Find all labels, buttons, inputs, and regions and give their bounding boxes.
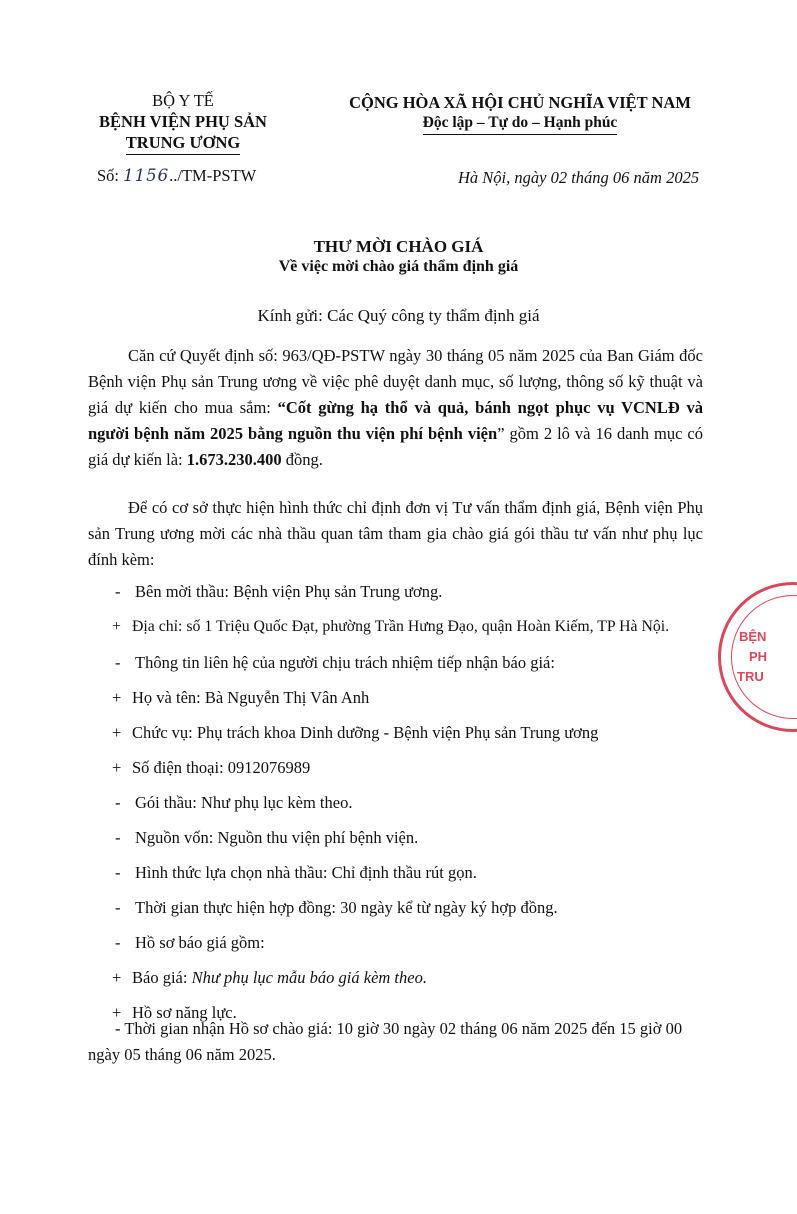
list-item bbox=[115, 653, 555, 673]
list-item-text: Thông tin liên hệ của người chịu trách nhiệm tiếp nhận báo giá: bbox=[135, 653, 555, 672]
list-item-text: Địa chỉ: số 1 Triệu Quốc Đạt, phường Trần Hưng Đạo, quận Hoàn Kiếm, TP Hà Nội. bbox=[132, 618, 670, 635]
paragraph-basis-part1: Căn cứ Quyết định số: 963/QĐ-PSTW ngày 30 tháng 05 năm 2025 của Ban Giám đốc Bệnh viện Phụ sản Trung ương về việc phê duyệt danh mục, số lượng, thông số kỹ thuật và giá dự kiến cho mua sắm: bbox=[88, 346, 703, 417]
recipient-greeting: Kính gửi: Các Quý công ty thẩm định giá bbox=[257, 306, 540, 325]
list-item-mark: - bbox=[115, 653, 121, 672]
list-item-text: Chức vụ: Phụ trách khoa Dinh dưỡng - Bệnh viện Phụ sản Trung ương bbox=[132, 723, 599, 742]
list-item-mark: + bbox=[112, 618, 121, 635]
list-item bbox=[112, 618, 669, 636]
list-item bbox=[112, 758, 310, 778]
list-item-text: Thời gian thực hiện hợp đồng: 30 ngày kể từ ngày ký hợp đồng. bbox=[135, 898, 558, 917]
list-item-text: Gói thầu: Như phụ lục kèm theo. bbox=[135, 793, 353, 812]
country-name: CỘNG HÒA XÃ HỘI CHỦ NGHĨA VIỆT NAM bbox=[349, 93, 691, 112]
document-date: Hà Nội, ngày 02 tháng 06 năm 2025 bbox=[458, 168, 700, 187]
list-item-text: Số điện thoại: 0912076989 bbox=[132, 758, 311, 777]
submission-time-mark: - bbox=[115, 1019, 121, 1038]
list-item-text: Nguồn vốn: Nguồn thu viện phí bệnh viện. bbox=[135, 828, 419, 847]
list-item bbox=[115, 863, 477, 883]
list-item bbox=[112, 723, 598, 743]
paragraph-basis bbox=[88, 343, 703, 473]
national-motto: Độc lập – Tự do – Hạnh phúc bbox=[423, 113, 618, 135]
procurement-name: “Cốt gừng hạ thổ và quả, bánh ngọt phục vụ VCNLĐ và người bệnh năm 2025 bằng nguồn thu viện phí bệnh viện bbox=[88, 398, 703, 443]
issuer-block bbox=[78, 90, 288, 155]
list-item bbox=[115, 828, 418, 848]
list-item-text: Họ và tên: Bà Nguyễn Thị Vân Anh bbox=[132, 688, 370, 707]
paragraph-invitation: Để có cơ sở thực hiện hình thức chỉ định đơn vị Tư vấn thẩm định giá, Bệnh viện Phụ sản Trung ương mời các nhà thầu quan tâm tham gia chào giá gói thầu tư vấn như phụ lục đính kèm: bbox=[88, 498, 703, 569]
list-item-mark: + bbox=[112, 1003, 122, 1022]
submission-time-text: Thời gian nhận Hồ sơ chào giá: 10 giờ 30 ngày 02 tháng 06 năm 2025 đến 15 giờ 00 ngày 05 tháng 06 năm 2025. bbox=[88, 1019, 683, 1064]
hospital-name-line2: TRUNG ƯƠNG bbox=[126, 132, 240, 155]
list-item-mark: - bbox=[115, 863, 121, 882]
list-item bbox=[115, 582, 442, 602]
list-item-text: Hồ sơ báo giá gồm: bbox=[135, 933, 265, 952]
doc-number-handwritten: 1156 bbox=[123, 166, 170, 185]
list-item bbox=[115, 933, 265, 953]
ministry-name: BỘ Y TẾ bbox=[152, 91, 214, 110]
document-number: Số: 1156../TM-PSTW bbox=[97, 166, 257, 185]
list-item-mark: + bbox=[112, 723, 122, 742]
doc-number-suffix: /TM-PSTW bbox=[177, 166, 257, 185]
paragraph-basis-part2: ” gồm 2 lô và 16 danh mục có giá dự kiến là: bbox=[88, 424, 703, 469]
estimated-amount: 1.673.230.400 bbox=[186, 450, 282, 469]
list-item-mark: - bbox=[115, 933, 121, 952]
list-item bbox=[115, 793, 352, 813]
doc-number-prefix: Số: bbox=[97, 166, 120, 185]
list-item-mark: - bbox=[115, 898, 121, 917]
list-item bbox=[112, 968, 427, 988]
list-item-mark: + bbox=[112, 758, 122, 777]
hospital-name-line1: BỆNH VIỆN PHỤ SẢN bbox=[99, 112, 267, 131]
list-item-mark: - bbox=[115, 582, 121, 601]
list-item-mark: - bbox=[115, 828, 121, 847]
national-header bbox=[330, 92, 710, 135]
list-item-text: Báo giá: bbox=[132, 968, 192, 987]
list-item bbox=[112, 688, 369, 708]
stamp-text-1: BỆN bbox=[739, 629, 767, 644]
red-seal-stamp bbox=[718, 582, 797, 732]
stamp-text-3: TRU bbox=[737, 669, 764, 684]
stamp-text-2: PH bbox=[749, 649, 768, 664]
list-item-text: Hình thức lựa chọn nhà thầu: Chỉ định thầu rút gọn. bbox=[135, 863, 477, 882]
submission-time bbox=[88, 1016, 703, 1068]
paragraph-basis-part3: đồng. bbox=[281, 450, 323, 469]
document-subtitle: Về việc mời chào giá thẩm định giá bbox=[278, 258, 519, 275]
list-item-mark: - bbox=[115, 793, 121, 812]
list-item-italic: Như phụ lục mẫu báo giá kèm theo. bbox=[191, 968, 427, 987]
list-item-text: Hồ sơ năng lực. bbox=[132, 1003, 237, 1022]
list-item-text: Bên mời thầu: Bệnh viện Phụ sản Trung ương. bbox=[135, 582, 443, 601]
list-item bbox=[115, 898, 558, 918]
list-item-mark: + bbox=[112, 968, 122, 987]
document-title: THƯ MỜI CHÀO GIÁ bbox=[313, 237, 484, 256]
list-item-mark: + bbox=[112, 688, 122, 707]
